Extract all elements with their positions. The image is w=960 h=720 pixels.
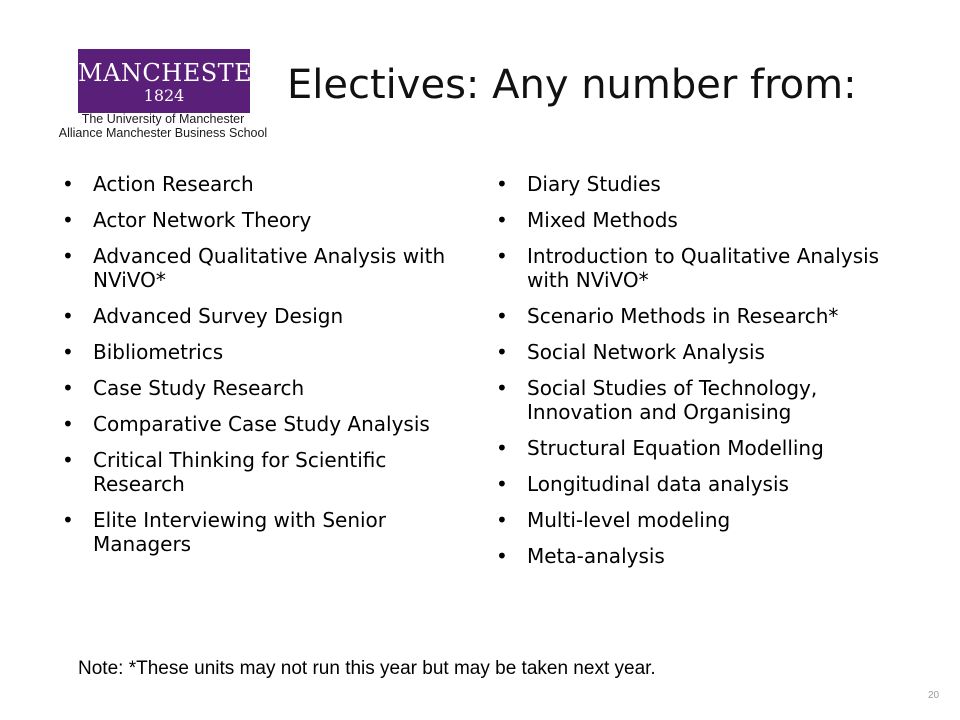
- slide-title: Electives: Any number from:: [287, 62, 857, 108]
- list-item: • Diary Studies: [496, 172, 916, 196]
- list-item: • Social Studies of Technology, Innovation and Organising: [496, 376, 916, 424]
- list-item: • Multi-level modeling: [496, 508, 916, 532]
- electives-list-right: [496, 172, 916, 580]
- list-item: • Scenario Methods in Research*: [496, 304, 916, 328]
- logo-name: MANCHESTER: [78, 59, 271, 87]
- logo-year: 1824: [143, 86, 185, 105]
- list-item: • Advanced Qualitative Analysis with NViVO*: [62, 244, 462, 292]
- logo-purple-box: [78, 49, 271, 113]
- electives-list-left: [62, 172, 462, 568]
- university-logo: [54, 49, 272, 141]
- footnote: Note: *These units may not run this year but may be taken next year.: [78, 658, 656, 679]
- list-item: • Case Study Research: [62, 376, 462, 400]
- list-item: • Meta-analysis: [496, 544, 916, 568]
- list-item: • Bibliometrics: [62, 340, 462, 364]
- logo-university-line: The University of Manchester: [81, 112, 245, 126]
- list-item: • Longitudinal data analysis: [496, 472, 916, 496]
- list-item: • Advanced Survey Design: [62, 304, 462, 328]
- list-item: • Introduction to Qualitative Analysis with NViVO*: [496, 244, 916, 292]
- list-item: • Critical Thinking for Scientific Research: [62, 448, 462, 496]
- list-item: • Mixed Methods: [496, 208, 916, 232]
- page-number: 20: [928, 690, 940, 701]
- list-item: • Elite Interviewing with Senior Managers: [62, 508, 462, 556]
- list-item: • Actor Network Theory: [62, 208, 462, 232]
- list-item: • Comparative Case Study Analysis: [62, 412, 462, 436]
- list-item: • Social Network Analysis: [496, 340, 916, 364]
- logo-school-line: Alliance Manchester Business School: [58, 126, 268, 140]
- list-item: • Action Research: [62, 172, 462, 196]
- list-item: • Structural Equation Modelling: [496, 436, 916, 460]
